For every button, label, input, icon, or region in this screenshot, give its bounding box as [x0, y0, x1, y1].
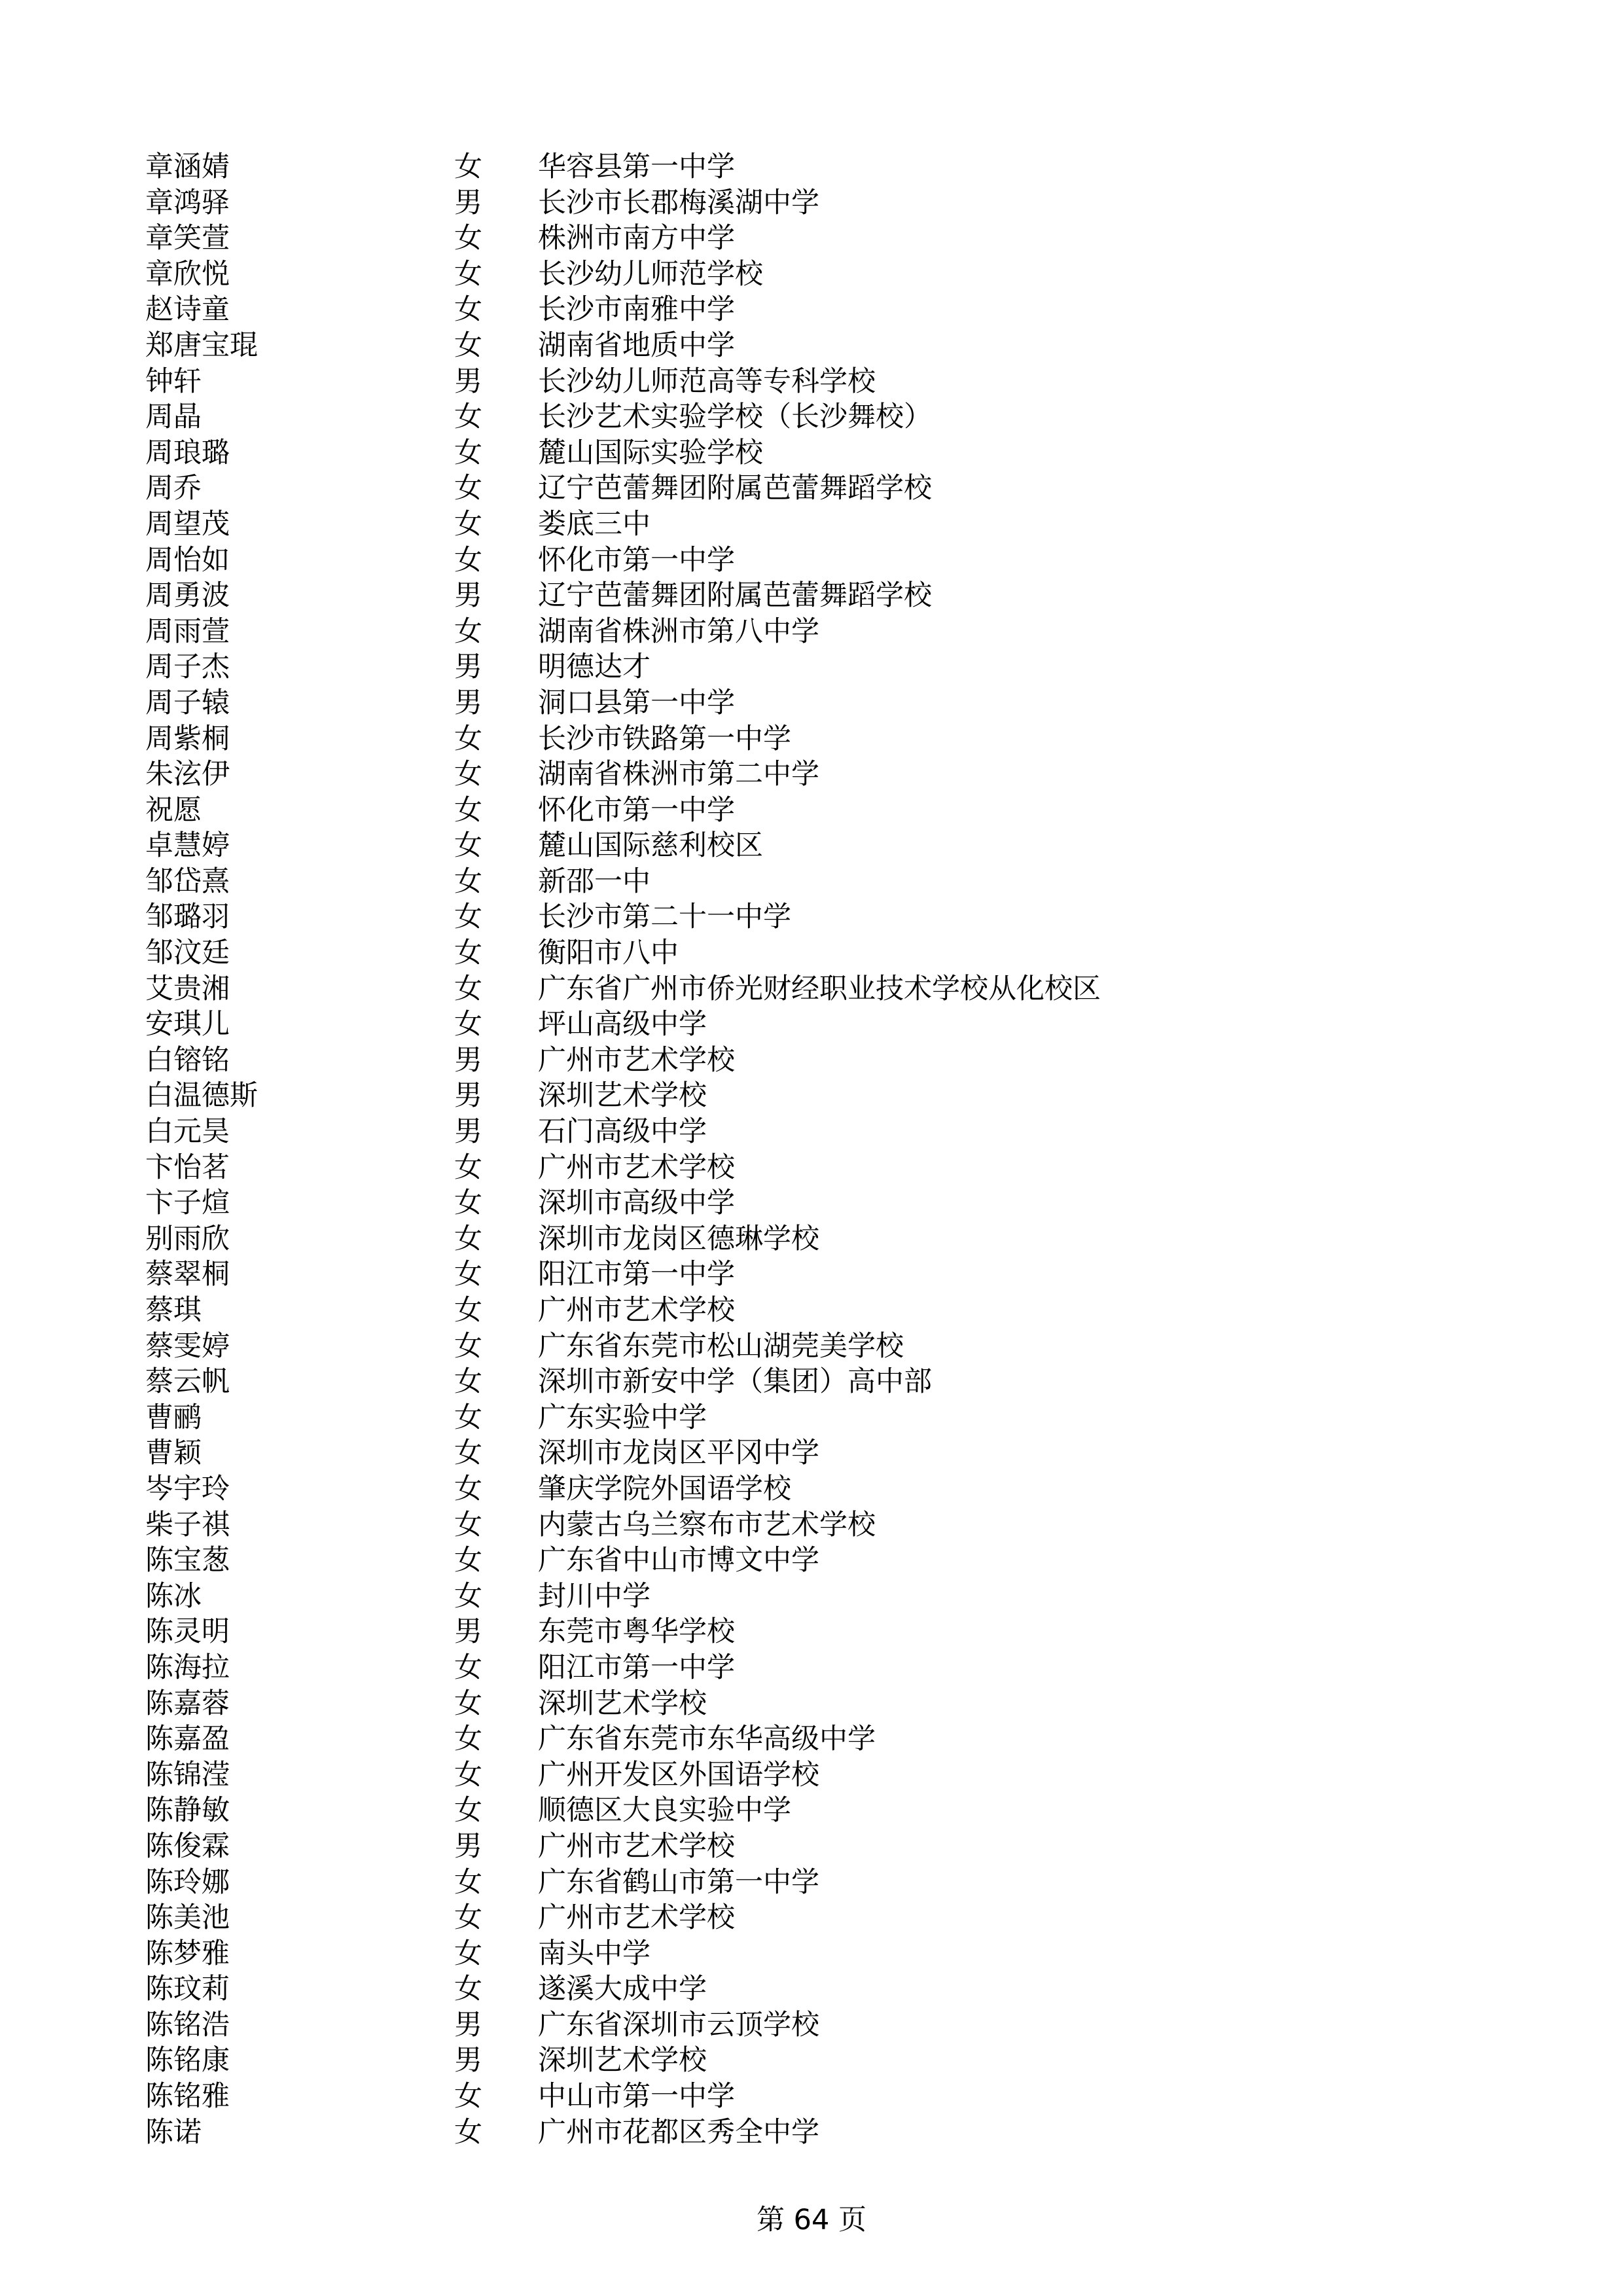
- student-school: 洞口县第一中学: [538, 686, 735, 719]
- table-row: [145, 1579, 1520, 1615]
- student-name: 陈灵明: [145, 1615, 230, 1649]
- student-school: 广东省中山市博文中学: [538, 1544, 819, 1577]
- student-gender: 女: [454, 901, 482, 934]
- student-school: 湖南省株洲市第二中学: [538, 758, 819, 791]
- student-school: 麓山国际实验学校: [538, 436, 763, 469]
- table-row: [145, 2043, 1520, 2079]
- student-gender: 女: [454, 793, 482, 827]
- student-school: 长沙幼儿师范高等专科学校: [538, 365, 876, 398]
- student-school: 深圳艺术学校: [538, 1079, 707, 1113]
- student-gender: 男: [454, 686, 482, 719]
- student-name: 蔡翠桐: [145, 1258, 230, 1291]
- table-row: [145, 828, 1520, 864]
- student-gender: 女: [454, 972, 482, 1005]
- student-school: 广州市艺术学校: [538, 1043, 735, 1077]
- student-school: 广州开发区外国语学校: [538, 1758, 819, 1791]
- student-name: 陈铭康: [145, 2044, 230, 2077]
- student-school: 广东省鹤山市第一中学: [538, 1865, 819, 1899]
- student-school: 长沙艺术实验学校（长沙舞校）: [538, 401, 932, 434]
- table-row: [145, 1829, 1520, 1865]
- student-school: 深圳艺术学校: [538, 1687, 707, 1720]
- student-gender: 女: [454, 615, 482, 648]
- student-name: 白镕铭: [145, 1043, 230, 1077]
- table-row: [145, 685, 1520, 721]
- student-name: 陈美池: [145, 1901, 230, 1935]
- student-name: 蔡琪: [145, 1294, 202, 1327]
- table-row: [145, 399, 1520, 435]
- student-school: 肇庆学院外国语学校: [538, 1472, 791, 1505]
- student-school: 广州市艺术学校: [538, 1901, 735, 1935]
- table-row: [145, 1114, 1520, 1150]
- table-row: [145, 1865, 1520, 1901]
- student-name: 郑唐宝琨: [145, 329, 258, 362]
- table-row: [145, 1757, 1520, 1793]
- student-name: 陈俊霖: [145, 1829, 230, 1863]
- table-row: [145, 1721, 1520, 1757]
- student-gender: 女: [454, 1937, 482, 1970]
- table-row: [145, 2115, 1520, 2151]
- student-gender: 女: [454, 472, 482, 505]
- student-gender: 女: [454, 1901, 482, 1935]
- student-school: 辽宁芭蕾舞团附属芭蕾舞蹈学校: [538, 472, 932, 505]
- student-school: 阳江市第一中学: [538, 1258, 735, 1291]
- student-school: 广东省东莞市松山湖莞美学校: [538, 1329, 904, 1363]
- table-row: [145, 614, 1520, 650]
- table-row: [145, 1185, 1520, 1221]
- student-gender: 女: [454, 1258, 482, 1291]
- student-name: 蔡云帆: [145, 1365, 230, 1399]
- student-name: 卓慧婷: [145, 829, 230, 863]
- student-name: 周子杰: [145, 651, 230, 684]
- student-school: 长沙市铁路第一中学: [538, 722, 791, 755]
- student-school: 广州市艺术学校: [538, 1294, 735, 1327]
- student-school: 中山市第一中学: [538, 2080, 735, 2113]
- student-name: 白元昊: [145, 1115, 230, 1149]
- student-name: 周乔: [145, 472, 202, 505]
- student-school: 怀化市第一中学: [538, 543, 735, 577]
- table-row: [145, 1400, 1520, 1436]
- student-name: 周紫桐: [145, 722, 230, 755]
- student-school: 麓山国际慈利校区: [538, 829, 763, 863]
- table-row: [145, 1257, 1520, 1293]
- student-gender: 女: [454, 1508, 482, 1541]
- table-row: [145, 257, 1520, 293]
- student-school: 长沙市长郡梅溪湖中学: [538, 186, 819, 219]
- student-name: 陈嘉盈: [145, 1723, 230, 1756]
- student-gender: 女: [454, 222, 482, 255]
- student-gender: 女: [454, 1365, 482, 1399]
- table-row: [145, 1650, 1520, 1686]
- student-gender: 男: [454, 1829, 482, 1863]
- student-school: 广东省深圳市云顶学校: [538, 2008, 819, 2041]
- student-name: 周琅璐: [145, 436, 230, 469]
- student-name: 邹璐羽: [145, 901, 230, 934]
- student-school: 东莞市粤华学校: [538, 1615, 735, 1649]
- student-name: 钟轩: [145, 365, 202, 398]
- student-gender: 男: [454, 2008, 482, 2041]
- student-name: 艾贵湘: [145, 972, 230, 1005]
- student-gender: 女: [454, 865, 482, 898]
- student-name: 周望茂: [145, 507, 230, 541]
- student-name: 陈诺: [145, 2115, 202, 2149]
- table-row: [145, 649, 1520, 685]
- table-row: [145, 471, 1520, 507]
- table-row: [145, 1971, 1520, 2007]
- student-gender: 男: [454, 1115, 482, 1149]
- student-name: 曹颖: [145, 1437, 202, 1470]
- student-name: 陈铭雅: [145, 2080, 230, 2113]
- student-gender: 女: [454, 507, 482, 541]
- student-name: 章涵婧: [145, 151, 230, 183]
- student-school: 衡阳市八中: [538, 937, 679, 970]
- student-name: 祝愿: [145, 793, 202, 827]
- table-row: [145, 899, 1520, 935]
- table-row: [145, 1364, 1520, 1400]
- table-row: [145, 935, 1520, 971]
- student-gender: 女: [454, 1794, 482, 1827]
- student-school: 深圳市龙岗区平冈中学: [538, 1437, 819, 1470]
- student-school: 遂溪大成中学: [538, 1973, 707, 2006]
- table-row: [145, 1007, 1520, 1043]
- student-gender: 女: [454, 1151, 482, 1184]
- student-gender: 女: [454, 329, 482, 362]
- student-school: 广东实验中学: [538, 1401, 707, 1434]
- student-name: 章欣悦: [145, 257, 230, 291]
- table-row: [145, 1471, 1520, 1507]
- student-name: 别雨欣: [145, 1222, 230, 1255]
- student-gender: 男: [454, 1615, 482, 1649]
- student-gender: 男: [454, 186, 482, 219]
- student-name: 周怡如: [145, 543, 230, 577]
- table-row: [145, 185, 1520, 221]
- table-row: [145, 292, 1520, 328]
- student-gender: 女: [454, 2115, 482, 2149]
- student-name: 卞怡茗: [145, 1151, 230, 1184]
- student-gender: 女: [454, 1651, 482, 1684]
- table-row: [145, 543, 1520, 579]
- student-name: 陈玲娜: [145, 1865, 230, 1899]
- student-school: 广东省东莞市东华高级中学: [538, 1723, 876, 1756]
- student-name: 陈铭浩: [145, 2008, 230, 2041]
- student-school: 深圳市龙岗区德琳学校: [538, 1222, 819, 1255]
- student-school: 长沙市第二十一中学: [538, 901, 791, 934]
- student-school: 辽宁芭蕾舞团附属芭蕾舞蹈学校: [538, 579, 932, 613]
- student-gender: 女: [454, 1329, 482, 1363]
- student-school: 明德达才: [538, 651, 651, 684]
- student-gender: 女: [454, 436, 482, 469]
- roster-list: [145, 149, 1520, 2150]
- student-name: 陈冰: [145, 1579, 202, 1613]
- student-school: 石门高级中学: [538, 1115, 707, 1149]
- student-name: 曹鹂: [145, 1401, 202, 1434]
- student-gender: 女: [454, 758, 482, 791]
- student-gender: 男: [454, 579, 482, 613]
- student-name: 周勇波: [145, 579, 230, 613]
- student-school: 株洲市南方中学: [538, 222, 735, 255]
- table-row: [145, 1329, 1520, 1365]
- table-row: [145, 1221, 1520, 1257]
- table-row: [145, 1936, 1520, 1972]
- table-row: [145, 578, 1520, 614]
- table-row: [145, 721, 1520, 757]
- student-school: 广州市花都区秀全中学: [538, 2115, 819, 2149]
- student-name: 周子辕: [145, 686, 230, 719]
- student-gender: 女: [454, 937, 482, 970]
- student-school: 新邵一中: [538, 865, 651, 898]
- table-row: [145, 435, 1520, 471]
- student-name: 邹汶廷: [145, 937, 230, 970]
- student-gender: 女: [454, 1008, 482, 1041]
- table-row: [145, 1293, 1520, 1329]
- student-school: 长沙幼儿师范学校: [538, 257, 763, 291]
- student-name: 朱泫伊: [145, 758, 230, 791]
- student-name: 岑宇玲: [145, 1472, 230, 1505]
- student-school: 湖南省地质中学: [538, 329, 735, 362]
- student-name: 卞子煊: [145, 1187, 230, 1220]
- student-name: 陈宝葱: [145, 1544, 230, 1577]
- student-gender: 女: [454, 1437, 482, 1470]
- student-school: 封川中学: [538, 1579, 651, 1613]
- student-school: 顺德区大良实验中学: [538, 1794, 791, 1827]
- table-row: [145, 1078, 1520, 1114]
- student-name: 陈梦雅: [145, 1937, 230, 1970]
- table-row: [145, 757, 1520, 793]
- student-gender: 女: [454, 829, 482, 863]
- student-school: 阳江市第一中学: [538, 1651, 735, 1684]
- student-name: 陈玟莉: [145, 1973, 230, 2006]
- student-school: 内蒙古乌兰察布市艺术学校: [538, 1508, 876, 1541]
- student-school: 深圳市高级中学: [538, 1187, 735, 1220]
- student-school: 深圳艺术学校: [538, 2044, 707, 2077]
- table-row: [145, 1543, 1520, 1579]
- student-gender: 女: [454, 1973, 482, 2006]
- table-row: [145, 1150, 1520, 1186]
- table-row: [145, 1507, 1520, 1543]
- student-school: 广东省广州市侨光财经职业技术学校从化校区: [538, 972, 1101, 1005]
- table-row: [145, 2079, 1520, 2115]
- student-name: 章笑萱: [145, 222, 230, 255]
- student-gender: 女: [454, 1544, 482, 1577]
- student-name: 白温德斯: [145, 1079, 258, 1113]
- student-school: 长沙市南雅中学: [538, 293, 735, 327]
- table-row: [145, 1686, 1520, 1722]
- student-name: 安琪儿: [145, 1008, 230, 1041]
- table-row: [145, 149, 1520, 185]
- table-row: [145, 1043, 1520, 1079]
- student-gender: 女: [454, 257, 482, 291]
- student-gender: 女: [454, 1723, 482, 1756]
- student-school: 坪山高级中学: [538, 1008, 707, 1041]
- student-gender: 男: [454, 1043, 482, 1077]
- student-gender: 女: [454, 543, 482, 577]
- student-gender: 男: [454, 2044, 482, 2077]
- table-row: [145, 1614, 1520, 1650]
- student-gender: 女: [454, 722, 482, 755]
- student-gender: 女: [454, 1187, 482, 1220]
- table-row: [145, 1900, 1520, 1936]
- student-school: 湖南省株洲市第八中学: [538, 615, 819, 648]
- student-name: 陈嘉蓉: [145, 1687, 230, 1720]
- table-row: [145, 793, 1520, 829]
- student-name: 周晶: [145, 401, 202, 434]
- student-name: 陈静敏: [145, 1794, 230, 1827]
- student-school: 娄底三中: [538, 507, 651, 541]
- student-school: 怀化市第一中学: [538, 793, 735, 827]
- student-school: 华容县第一中学: [538, 151, 735, 183]
- student-gender: 女: [454, 293, 482, 327]
- student-gender: 女: [454, 1222, 482, 1255]
- student-school: 深圳市新安中学（集团）高中部: [538, 1365, 932, 1399]
- student-gender: 女: [454, 1687, 482, 1720]
- student-name: 赵诗童: [145, 293, 230, 327]
- table-row: [145, 1793, 1520, 1829]
- student-name: 邹岱熹: [145, 865, 230, 898]
- table-row: [145, 864, 1520, 900]
- table-row: [145, 2007, 1520, 2043]
- student-name: 章鸿驿: [145, 186, 230, 219]
- student-gender: 女: [454, 1758, 482, 1791]
- student-gender: 女: [454, 1579, 482, 1613]
- table-row: [145, 221, 1520, 257]
- student-school: 广州市艺术学校: [538, 1151, 735, 1184]
- student-school: 广州市艺术学校: [538, 1829, 735, 1863]
- student-gender: 男: [454, 365, 482, 398]
- student-name: 蔡雯婷: [145, 1329, 230, 1363]
- table-row: [145, 971, 1520, 1007]
- student-gender: 男: [454, 1079, 482, 1113]
- student-gender: 男: [454, 651, 482, 684]
- table-row: [145, 364, 1520, 400]
- table-row: [145, 328, 1520, 364]
- student-gender: 女: [454, 401, 482, 434]
- student-school: 南头中学: [538, 1937, 651, 1970]
- table-row: [145, 1435, 1520, 1471]
- page-number: 第 64 页: [756, 2204, 867, 2236]
- student-gender: 女: [454, 1472, 482, 1505]
- student-name: 柴子祺: [145, 1508, 230, 1541]
- student-name: 周雨萱: [145, 615, 230, 648]
- student-gender: 女: [454, 151, 482, 183]
- student-gender: 女: [454, 1294, 482, 1327]
- student-gender: 女: [454, 2080, 482, 2113]
- student-gender: 女: [454, 1865, 482, 1899]
- table-row: [145, 507, 1520, 543]
- student-name: 陈锦滢: [145, 1758, 230, 1791]
- student-name: 陈海拉: [145, 1651, 230, 1684]
- student-gender: 女: [454, 1401, 482, 1434]
